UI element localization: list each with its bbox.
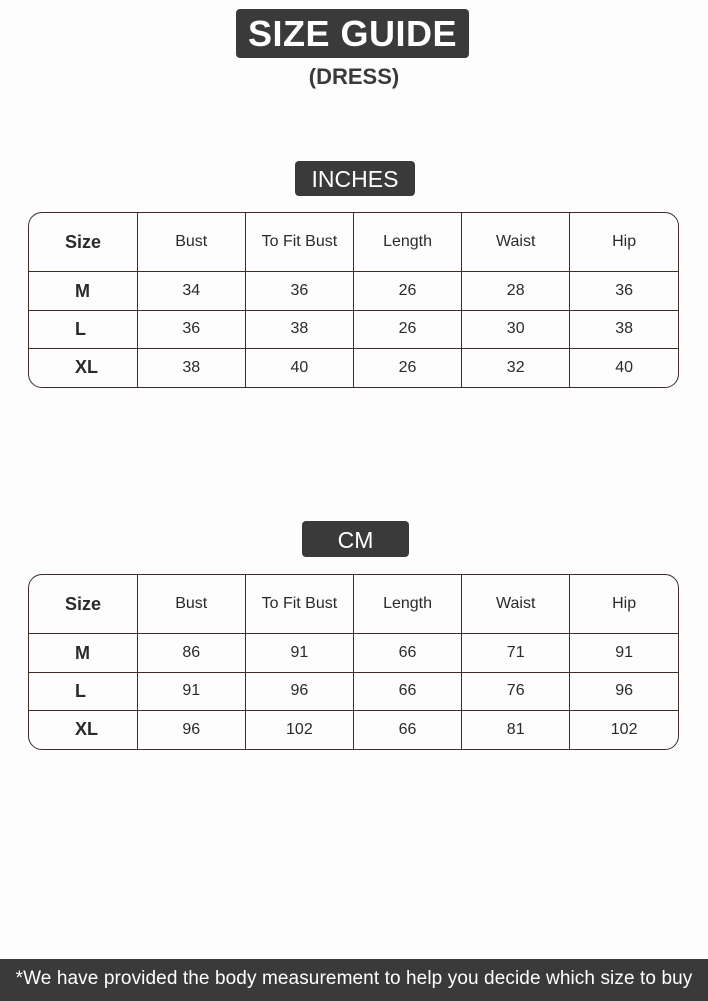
table-header-row [29,213,678,272]
length-cell: 66 [353,634,461,673]
hip-cell: 96 [570,673,678,710]
bust-cell: 34 [137,272,245,311]
table-row [29,634,678,673]
size-cell: L [29,673,137,710]
column-header-size: Size [29,575,137,634]
to-fit-bust-cell: 36 [245,272,353,311]
column-header-waist: Waist [462,213,570,272]
table-row [29,673,678,710]
column-header-length: Length [353,213,461,272]
size-cell: XL [29,348,137,387]
to-fit-bust-cell: 96 [245,673,353,710]
table-header-row [29,575,678,634]
to-fit-bust-cell: 102 [245,710,353,749]
cm-size-table [28,574,679,750]
hip-cell: 36 [570,272,678,311]
column-header-length: Length [353,575,461,634]
column-header-waist: Waist [462,575,570,634]
waist-cell: 81 [462,710,570,749]
table-row [29,311,678,348]
length-cell: 26 [353,348,461,387]
hip-cell: 40 [615,358,634,376]
waist-cell: 32 [462,348,570,387]
bust-cell: 38 [137,348,245,387]
waist-cell: 76 [462,673,570,710]
bust-cell: 36 [137,311,245,348]
length-cell: 26 [353,311,461,348]
bust-cell: 91 [137,673,245,710]
size-cell: M [29,272,137,311]
size-cell: M [29,634,137,673]
waist-cell: 71 [462,634,570,673]
to-fit-bust-cell: 40 [245,348,353,387]
column-header-bust: Bust [137,575,245,634]
page-title: SIZE GUIDE [236,9,469,58]
footer-note: *We have provided the body measurement to help you decide which size to buy [0,959,708,1001]
hip-cell: 38 [570,311,678,348]
column-header-hip: Hip [570,213,678,272]
column-header-to-fit-bust: To Fit Bust [245,213,353,272]
table-row [29,710,678,749]
waist-cell: 28 [462,272,570,311]
length-cell: 66 [353,673,461,710]
cm-section-label: CM [302,521,409,557]
size-cell: L [29,311,137,348]
bust-cell: 96 [137,710,245,749]
table-row [29,272,678,311]
column-header-bust: Bust [137,213,245,272]
table-row [29,348,678,387]
inches-size-table [28,212,679,388]
column-header-hip: Hip [570,575,678,634]
length-cell: 66 [353,710,461,749]
to-fit-bust-cell: 91 [245,634,353,673]
to-fit-bust-cell: 38 [245,311,353,348]
size-cell: XL [29,710,137,749]
length-cell: 26 [353,272,461,311]
waist-cell: 30 [462,311,570,348]
column-header-to-fit-bust: To Fit Bust [245,575,353,634]
bust-cell: 86 [137,634,245,673]
hip-cell: 102 [610,720,638,738]
column-header-size: Size [29,213,137,272]
hip-cell: 91 [570,634,678,673]
page-subtitle: (DRESS) [308,64,400,89]
inches-section-label: INCHES [295,161,415,196]
